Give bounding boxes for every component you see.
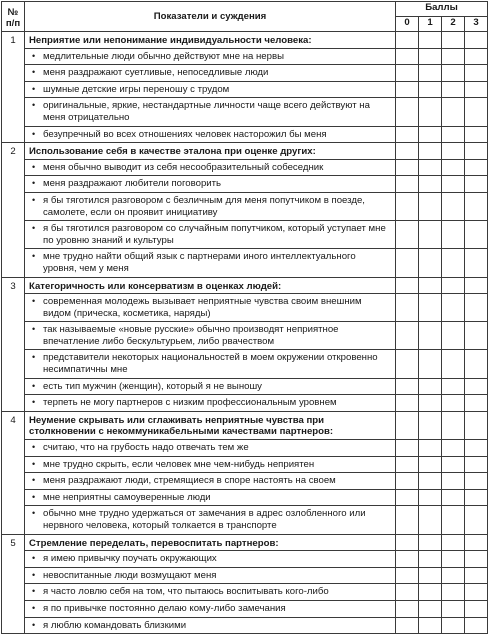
score-cell-3[interactable]	[465, 176, 488, 193]
section-item-text: шумные детские игры переношу с трудом	[43, 83, 230, 95]
section-title: Неприятие или непонимание индивидуальности человека:	[25, 32, 396, 49]
score-cell-3[interactable]	[465, 221, 488, 249]
score-cell-2[interactable]	[442, 32, 465, 49]
score-cell-3[interactable]	[465, 81, 488, 98]
section-item	[25, 159, 396, 176]
score-cell-3[interactable]	[465, 534, 488, 551]
section-item-row	[2, 48, 488, 65]
section-item-row	[2, 176, 488, 193]
score-cell-3[interactable]	[465, 506, 488, 534]
section-item-text: есть тип мужчин (женщин), который я не выношу	[43, 380, 262, 392]
score-cell-2[interactable]	[442, 551, 465, 568]
section-item-text: я бы тяготился разговором с безличным для меня попутчиком в поезде, самолете, если он проявит инициативу	[43, 194, 365, 218]
bullet-icon: •	[32, 296, 36, 307]
score-cell-0[interactable]	[396, 277, 419, 294]
score-cell-1[interactable]	[419, 192, 442, 220]
bullet-icon: •	[32, 602, 36, 613]
section-item	[25, 551, 396, 568]
section-title-row	[2, 32, 488, 49]
section-item	[25, 176, 396, 193]
score-cell-2[interactable]	[442, 277, 465, 294]
section-title-row	[2, 143, 488, 160]
score-cell-3[interactable]	[465, 126, 488, 143]
score-cell-3[interactable]	[465, 440, 488, 457]
score-cell-2[interactable]	[442, 322, 465, 350]
section-item-text: невоспитанные люди возмущают меня	[43, 569, 217, 581]
section-item-row	[2, 98, 488, 126]
score-cell-1[interactable]	[419, 159, 442, 176]
score-cell-3[interactable]	[465, 378, 488, 395]
section-item-text: я по привычке постоянно делаю кому-либо замечания	[43, 602, 286, 614]
score-cell-3[interactable]	[465, 32, 488, 49]
section-item	[25, 489, 396, 506]
section-item-row	[2, 192, 488, 220]
score-cell-0[interactable]	[396, 473, 419, 490]
score-cell-0[interactable]	[396, 567, 419, 584]
section-item-text: меня раздражают любители поговорить	[43, 178, 222, 190]
score-cell-0[interactable]	[396, 506, 419, 534]
section-item-text: меня обычно выводит из себя несообразительный собеседник	[43, 161, 324, 173]
score-cell-2[interactable]	[442, 81, 465, 98]
score-cell-0[interactable]	[396, 143, 419, 160]
score-cell-1[interactable]	[419, 551, 442, 568]
score-cell-1[interactable]	[419, 567, 442, 584]
section-item	[25, 600, 396, 617]
bullet-icon: •	[32, 508, 36, 519]
section-item-row	[2, 350, 488, 378]
score-cell-2[interactable]	[442, 65, 465, 82]
score-cell-2[interactable]	[442, 159, 465, 176]
section-item-text: безупречный во всех отношениях человек насторожил бы меня	[43, 128, 327, 140]
score-cell-3[interactable]	[465, 294, 488, 322]
score-cell-3[interactable]	[465, 350, 488, 378]
score-cell-1[interactable]	[419, 249, 442, 277]
bullet-icon: •	[32, 67, 36, 78]
section-item	[25, 473, 396, 490]
score-col-0: 0	[396, 17, 419, 32]
bullet-icon: •	[32, 442, 36, 453]
score-cell-3[interactable]	[465, 584, 488, 601]
section-title: Использование себя в качестве эталона при оценке других:	[25, 143, 396, 160]
section-item	[25, 350, 396, 378]
section-item-row	[2, 378, 488, 395]
score-cell-1[interactable]	[419, 294, 442, 322]
section-item-text: меня раздражают люди, стремящиеся в споре настоять на своем	[43, 475, 336, 487]
section-item-text: современная молодежь вызывает неприятные чувства своим внешним видом (прическа, косметика, наряды)	[43, 296, 362, 319]
score-cell-0[interactable]	[396, 294, 419, 322]
score-cell-1[interactable]	[419, 473, 442, 490]
score-cell-1[interactable]	[419, 600, 442, 617]
bullet-icon: •	[32, 161, 36, 172]
section-item-row	[2, 221, 488, 249]
score-cell-0[interactable]	[396, 81, 419, 98]
section-item-text: мне трудно скрыть, если человек мне чем-нибудь неприятен	[43, 458, 315, 470]
bullet-icon: •	[32, 475, 36, 486]
section-item-row	[2, 584, 488, 601]
bullet-icon: •	[32, 569, 36, 580]
section-item	[25, 249, 396, 277]
score-cell-2[interactable]	[442, 192, 465, 220]
section-item-row	[2, 617, 488, 634]
section-item-row	[2, 473, 488, 490]
section-item-text: так называемые «новые русские» обычно производят неприятное впечатление либо бескультурьем, либо рвачеством	[43, 324, 339, 347]
header-num	[2, 2, 25, 32]
score-cell-2[interactable]	[442, 489, 465, 506]
section-item-row	[2, 506, 488, 534]
bullet-icon: •	[32, 553, 36, 564]
score-cell-2[interactable]	[442, 294, 465, 322]
section-item	[25, 567, 396, 584]
score-cell-0[interactable]	[396, 440, 419, 457]
score-cell-0[interactable]	[396, 551, 419, 568]
score-cell-3[interactable]	[465, 617, 488, 634]
score-cell-1[interactable]	[419, 350, 442, 378]
score-cell-3[interactable]	[465, 600, 488, 617]
section-item-row	[2, 395, 488, 412]
bullet-icon: •	[32, 50, 36, 61]
section-item-text: мне неприятны самоуверенные люди	[43, 491, 211, 503]
header-row-top	[2, 2, 488, 17]
assessment-table	[1, 1, 488, 634]
score-cell-2[interactable]	[442, 221, 465, 249]
score-cell-2[interactable]	[442, 378, 465, 395]
section-item-row	[2, 551, 488, 568]
section-item-row	[2, 440, 488, 457]
score-cell-0[interactable]	[396, 322, 419, 350]
bullet-icon: •	[32, 491, 36, 502]
score-cell-3[interactable]	[465, 322, 488, 350]
section-title: Неумение скрывать или сглаживать неприятные чувства при столкновении с некоммуникабельными качествами партнеров:	[25, 411, 396, 439]
score-cell-1[interactable]	[419, 489, 442, 506]
section-item-row	[2, 249, 488, 277]
score-cell-0[interactable]	[396, 32, 419, 49]
score-cell-3[interactable]	[465, 192, 488, 220]
score-cell-3[interactable]	[465, 567, 488, 584]
score-cell-0[interactable]	[396, 65, 419, 82]
section-item-row	[2, 294, 488, 322]
score-cell-1[interactable]	[419, 617, 442, 634]
section-number: 5	[2, 534, 25, 634]
section-item-text: медлительные люди обычно действуют мне на нервы	[43, 50, 284, 62]
assessment-table-wrapper	[1, 1, 488, 634]
score-cell-0[interactable]	[396, 159, 419, 176]
score-cell-1[interactable]	[419, 456, 442, 473]
score-cell-2[interactable]	[442, 395, 465, 412]
bullet-icon: •	[32, 223, 36, 234]
score-cell-1[interactable]	[419, 221, 442, 249]
section-item	[25, 48, 396, 65]
section-item-text: я люблю командовать близкими	[43, 619, 187, 631]
score-cell-0[interactable]	[396, 411, 419, 439]
section-item-text: считаю, что на грубость надо отвечать тем же	[43, 442, 249, 454]
header-main: Показатели и суждения	[25, 2, 396, 32]
section-item-row	[2, 322, 488, 350]
score-cell-2[interactable]	[442, 534, 465, 551]
score-cell-2[interactable]	[442, 567, 465, 584]
section-item-row	[2, 567, 488, 584]
section-title: Категоричность или консерватизм в оценках людей:	[25, 277, 396, 294]
section-item	[25, 506, 396, 534]
section-item-text: мне трудно найти общий язык с партнерами иного интеллектуального уровня, чем у меня	[43, 251, 356, 274]
score-cell-1[interactable]	[419, 411, 442, 439]
score-cell-2[interactable]	[442, 126, 465, 143]
bullet-icon: •	[32, 251, 36, 262]
bullet-icon: •	[32, 128, 36, 139]
section-number: 1	[2, 32, 25, 143]
section-item-text: я часто ловлю себя на том, что пытаюсь воспитывать кого-либо	[43, 586, 329, 598]
bullet-icon: •	[32, 586, 36, 597]
section-item	[25, 294, 396, 322]
score-cell-1[interactable]	[419, 440, 442, 457]
score-cell-2[interactable]	[442, 506, 465, 534]
score-cell-0[interactable]	[396, 617, 419, 634]
section-item	[25, 456, 396, 473]
header-num-line2: п/п	[5, 17, 21, 29]
score-cell-0[interactable]	[396, 378, 419, 395]
section-item	[25, 81, 396, 98]
section-item-text: оригинальные, яркие, нестандартные личности чаще всего действуют на меня отрицательно	[43, 100, 370, 123]
bullet-icon: •	[32, 397, 36, 408]
score-cell-1[interactable]	[419, 395, 442, 412]
score-cell-0[interactable]	[396, 98, 419, 126]
score-cell-2[interactable]	[442, 473, 465, 490]
header-num-line1: №	[7, 6, 19, 18]
score-col-2: 2	[442, 17, 465, 32]
score-cell-1[interactable]	[419, 65, 442, 82]
score-cell-1[interactable]	[419, 176, 442, 193]
section-item-row	[2, 489, 488, 506]
score-cell-2[interactable]	[442, 617, 465, 634]
score-cell-1[interactable]	[419, 143, 442, 160]
section-item	[25, 126, 396, 143]
section-item	[25, 322, 396, 350]
section-item-row	[2, 456, 488, 473]
section-item-row	[2, 600, 488, 617]
score-cell-2[interactable]	[442, 584, 465, 601]
score-cell-3[interactable]	[465, 551, 488, 568]
section-item-text: я имею привычку поучать окружающих	[43, 553, 217, 565]
section-item-text: обычно мне трудно удержаться от замечания в адрес озлобленного или нервного человека, который толкается в транспорте	[43, 508, 366, 531]
table-body	[2, 32, 488, 634]
score-cell-1[interactable]	[419, 32, 442, 49]
score-cell-2[interactable]	[442, 48, 465, 65]
bullet-icon: •	[32, 100, 36, 111]
section-item-row	[2, 159, 488, 176]
section-item	[25, 192, 396, 220]
bullet-icon: •	[32, 458, 36, 469]
bullet-icon: •	[32, 194, 36, 205]
score-cell-0[interactable]	[396, 456, 419, 473]
section-item	[25, 65, 396, 82]
score-cell-1[interactable]	[419, 378, 442, 395]
score-cell-0[interactable]	[396, 350, 419, 378]
bullet-icon: •	[32, 83, 36, 94]
section-item-text: представители некоторых национальностей в моем окружении откровенно несимпатичны мне	[43, 352, 378, 376]
score-cell-1[interactable]	[419, 584, 442, 601]
score-cell-0[interactable]	[396, 489, 419, 506]
score-cell-2[interactable]	[442, 440, 465, 457]
score-cell-2[interactable]	[442, 249, 465, 277]
bullet-icon: •	[32, 380, 36, 391]
score-cell-2[interactable]	[442, 176, 465, 193]
score-cell-1[interactable]	[419, 506, 442, 534]
score-cell-0[interactable]	[396, 584, 419, 601]
score-cell-3[interactable]	[465, 48, 488, 65]
section-item	[25, 617, 396, 634]
score-cell-0[interactable]	[396, 192, 419, 220]
score-cell-0[interactable]	[396, 534, 419, 551]
section-item-text: терпеть не могу партнеров с низким профессиональным уровнем	[43, 397, 337, 409]
section-item-row	[2, 81, 488, 98]
score-cell-0[interactable]	[396, 249, 419, 277]
score-cell-3[interactable]	[465, 489, 488, 506]
section-item-text: меня раздражают суетливые, непоседливые люди	[43, 67, 269, 79]
score-cell-1[interactable]	[419, 534, 442, 551]
score-cell-2[interactable]	[442, 411, 465, 439]
section-title-row	[2, 411, 488, 439]
section-item	[25, 221, 396, 249]
bullet-icon: •	[32, 324, 36, 335]
section-item-row	[2, 126, 488, 143]
bullet-icon: •	[32, 352, 36, 363]
score-col-3: 3	[465, 17, 488, 32]
score-cell-3[interactable]	[465, 395, 488, 412]
section-item	[25, 98, 396, 126]
score-cell-0[interactable]	[396, 48, 419, 65]
score-cell-0[interactable]	[396, 176, 419, 193]
bullet-icon: •	[32, 178, 36, 189]
score-cell-1[interactable]	[419, 277, 442, 294]
section-number: 3	[2, 277, 25, 411]
section-number: 4	[2, 411, 25, 534]
score-cell-2[interactable]	[442, 456, 465, 473]
section-item-text: я бы тяготился разговором со случайным попутчиком, который уступает мне по уровню знаний и культуры	[43, 223, 386, 246]
score-cell-1[interactable]	[419, 48, 442, 65]
section-title-row	[2, 534, 488, 551]
score-cell-1[interactable]	[419, 322, 442, 350]
score-cell-2[interactable]	[442, 143, 465, 160]
score-cell-1[interactable]	[419, 98, 442, 126]
score-cell-1[interactable]	[419, 81, 442, 98]
score-cell-2[interactable]	[442, 350, 465, 378]
section-item	[25, 378, 396, 395]
header-score: Баллы	[396, 2, 488, 17]
score-cell-0[interactable]	[396, 600, 419, 617]
score-col-1: 1	[419, 17, 442, 32]
score-cell-3[interactable]	[465, 411, 488, 439]
bullet-icon: •	[32, 619, 36, 630]
section-item	[25, 584, 396, 601]
score-cell-0[interactable]	[396, 221, 419, 249]
score-cell-1[interactable]	[419, 126, 442, 143]
score-cell-3[interactable]	[465, 249, 488, 277]
score-cell-0[interactable]	[396, 126, 419, 143]
score-cell-2[interactable]	[442, 600, 465, 617]
score-cell-3[interactable]	[465, 277, 488, 294]
section-item	[25, 440, 396, 457]
score-cell-3[interactable]	[465, 456, 488, 473]
score-cell-3[interactable]	[465, 65, 488, 82]
score-cell-2[interactable]	[442, 98, 465, 126]
score-cell-3[interactable]	[465, 473, 488, 490]
section-number: 2	[2, 143, 25, 277]
score-cell-0[interactable]	[396, 395, 419, 412]
score-cell-3[interactable]	[465, 159, 488, 176]
section-item	[25, 395, 396, 412]
section-item-row	[2, 65, 488, 82]
score-cell-3[interactable]	[465, 143, 488, 160]
section-title: Стремление переделать, перевоспитать партнеров:	[25, 534, 396, 551]
section-title-row	[2, 277, 488, 294]
score-cell-3[interactable]	[465, 98, 488, 126]
